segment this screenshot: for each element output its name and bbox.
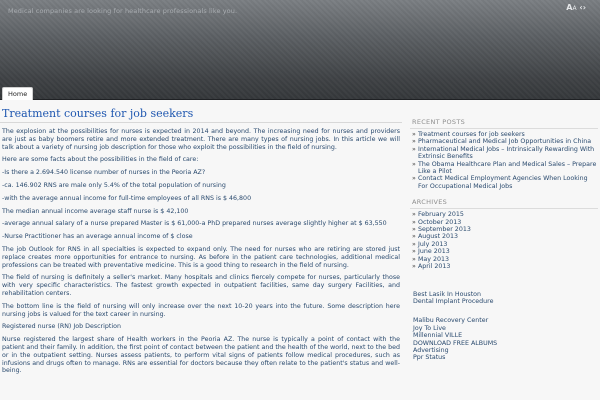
post-paragraph: The field of nursing is definitely a seller's market. Many hospitals and clinics fiercely compete for nurses, particularly those with very specific characteristics. The fastest growth expected in outpatient facilities, same day surgery Facilities, and rehabilitation centers.	[2, 274, 400, 297]
post-paragraph: Nurse registered the largest share of Health workers in the Peoria AZ. The nurse is typically a point of contact with the patient and their family. In addition, the first point of contact between the patient and the health of the world, next to the bed or in the outpatient setting. Nurses assess patients, to perform vital signs of patients follow medical procedures, such as infusions and drugs often to manage. RNs are essential for doctors because they often relate to the patient's status and well-being.	[2, 336, 400, 375]
sponsor-link[interactable]: Ppr Status	[413, 354, 446, 362]
font-decrease-button[interactable]: A	[572, 5, 577, 12]
post-paragraph: The job Outlook for RNS in all specialties is expected to expand only. The need for nurses who are retiring are stored just replace creates more opportunities for entrance to nursing. As before in the patient care technologies, additional medical professions can be treated with preventative medicine. This is a good thing to research in the field of nursing.	[2, 245, 400, 269]
post-title[interactable]: Treatment courses for job seekers	[0, 104, 402, 123]
sponsor-link[interactable]: Best Lasik In Houston	[413, 290, 482, 298]
nav-tab-home[interactable]: Home	[2, 87, 33, 100]
site-tagline: Medical companies are looking for healthcare professionals like you.	[8, 7, 238, 15]
archive-link[interactable]: » February 2015	[410, 211, 598, 218]
sponsor-link[interactable]: DOWNLOAD FREE ALBUMS	[413, 339, 498, 347]
post-paragraph: Registered nurse (RN) Job Description	[2, 323, 121, 331]
sponsor-link[interactable]: Joy To Live	[413, 324, 446, 332]
recent-post-link[interactable]: » Pharmaceutical and Medical Job Opportunities in China	[410, 138, 598, 145]
archive-link[interactable]: » April 2013	[410, 263, 598, 270]
post-paragraph: -ca. 146.902 RNS are male only 5.4% of the total population of nursing	[2, 181, 226, 189]
recent-post-link[interactable]: » The Obama Healthcare Plan and Medical Sales – Prepare Like a Pilot	[410, 161, 598, 176]
archive-link[interactable]: » May 2013	[410, 256, 598, 263]
recent-posts-title: RECENT POSTS	[410, 118, 598, 129]
sponsor-link[interactable]: Advertising	[413, 346, 449, 354]
sponsor-link[interactable]: Malibu Recovery Center	[413, 317, 489, 325]
font-arrows-icon[interactable]: ‹›	[579, 3, 586, 12]
archive-link[interactable]: » August 2013	[410, 233, 598, 240]
main-content	[0, 104, 404, 400]
archive-link[interactable]: » June 2013	[410, 248, 598, 255]
post-paragraph: -average annual salary of a nurse prepared Master is $ 61,000-a PhD prepared nurses average slightly higher at $ 63,550	[2, 220, 387, 228]
post-paragraph: The bottom line is the field of nursing will only increase over the next 10-20 years into the future. Some description here nursing jobs is valued for the text career in nursing.	[2, 302, 400, 318]
archive-link[interactable]: » September 2013	[410, 226, 598, 233]
archives-widget	[410, 198, 598, 270]
post-paragraph: -Is there a 2.694.540 license number of nurses in the Peoria AZ?	[2, 169, 206, 177]
site-header	[0, 0, 600, 100]
recent-post-link[interactable]: » Contact Medical Employment Agencies When Looking For Occupational Medical Jobs	[410, 175, 598, 190]
sponsor-link[interactable]: Millennial VILLE	[413, 332, 463, 340]
font-size-controls[interactable]	[566, 3, 586, 12]
sidebar	[410, 118, 598, 400]
post-paragraph: The median annual income average staff nurse is $ 42,100	[2, 207, 189, 215]
sponsor-links-1	[410, 291, 598, 306]
recent-post-link[interactable]: » Treatment courses for job seekers	[410, 131, 598, 138]
sponsor-link[interactable]: Dental Implant Procedure	[413, 297, 494, 305]
archive-link[interactable]: » October 2013	[410, 219, 598, 226]
post-paragraph: -Nurse Practitioner has an average annual income of $ close	[2, 233, 193, 241]
post-paragraph: -with the average annual income for full-time employees of all RNS is $ 46,800	[2, 194, 252, 202]
archives-title: ARCHIVES	[410, 198, 598, 209]
post-paragraph: The explosion at the possibilities for nurses is expected in 2014 and beyond. The increasing need for nurses and providers are just as baby boomers retire and more extended treatment. There are many types of nursing jobs. In this article we will talk about a variety of nursing job description for those who exploit the possibilities in the field of nursing.	[2, 128, 400, 151]
recent-post-link[interactable]: » International Medical Jobs – Intrinsically Rewarding With Extrinsic Benefits	[410, 146, 598, 161]
font-increase-button[interactable]: A	[566, 3, 573, 12]
recent-posts-widget	[410, 118, 598, 190]
sponsor-links-2	[410, 317, 598, 361]
post-paragraph: Here are some facts about the possibilities in the field of care:	[2, 156, 199, 164]
archive-link[interactable]: » July 2013	[410, 241, 598, 248]
